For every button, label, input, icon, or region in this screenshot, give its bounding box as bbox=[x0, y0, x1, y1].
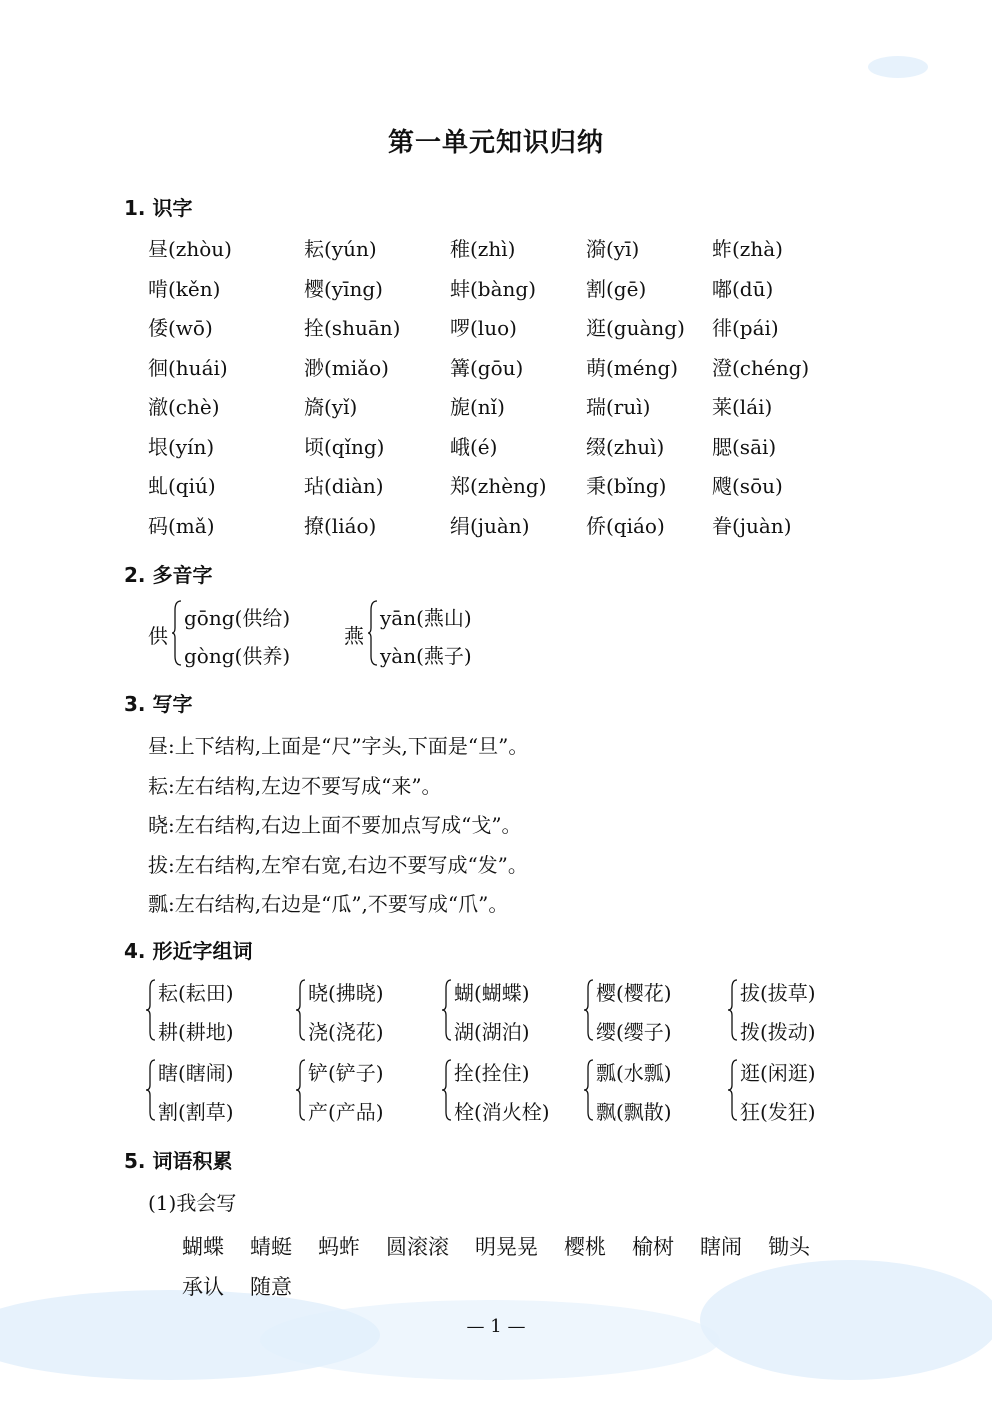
shizi-item: 绢(juàn) bbox=[450, 513, 530, 538]
vocab-word: 明晃晃 bbox=[475, 1235, 538, 1259]
brace-icon bbox=[368, 600, 378, 666]
shizi-item: 倭(wō) bbox=[148, 316, 213, 340]
xiezi-line: 拔:左右结构,左窄右宽,右边不要写成“发”。 bbox=[148, 852, 528, 877]
xingjin-word-1: 瞎(瞎闹) bbox=[158, 1061, 234, 1085]
brace-icon bbox=[146, 1059, 156, 1121]
xiezi-list bbox=[148, 730, 528, 928]
vocab-word: 承认 bbox=[182, 1275, 224, 1299]
xingjin-word-2: 栓(消火栓) bbox=[454, 1100, 550, 1124]
shizi-item: 嘟(dū) bbox=[712, 276, 774, 301]
shizi-item: 澄(chéng) bbox=[712, 355, 810, 380]
shizi-item: 割(gē) bbox=[586, 276, 647, 301]
duoyin-char: 燕 bbox=[344, 624, 364, 648]
xingjin-pair bbox=[728, 1055, 868, 1125]
xingjin-word-2: 飘(飘散) bbox=[596, 1100, 672, 1124]
shizi-item: 莱(lái) bbox=[712, 395, 773, 419]
xingjin-word-1: 逛(闲逛) bbox=[740, 1061, 816, 1085]
shizi-item: 啰(luo) bbox=[450, 316, 517, 340]
shizi-item: 旖(yǐ) bbox=[304, 395, 358, 419]
cloud-decoration-top bbox=[868, 56, 928, 78]
shizi-item: 稚(zhì) bbox=[450, 237, 516, 261]
duoyin-reading-2: yàn(燕子) bbox=[380, 644, 472, 668]
vocab-word: 蝴蝶 bbox=[182, 1235, 224, 1259]
vocab-word: 锄头 bbox=[768, 1235, 810, 1259]
xiezi-line: 昼:上下结构,上面是“尺”字头,下面是“旦”。 bbox=[148, 734, 529, 758]
shizi-item: 蚌(bàng) bbox=[450, 276, 537, 301]
brace-icon bbox=[584, 1059, 594, 1121]
xingjin-pair bbox=[146, 975, 286, 1045]
xingjin-word-1: 瓢(水瓢) bbox=[596, 1061, 672, 1085]
brace-icon bbox=[584, 979, 594, 1041]
shizi-item: 拴(shuān) bbox=[304, 316, 401, 340]
subheading-woxiexie: (1)我会写 bbox=[148, 1191, 237, 1215]
vocab-word: 榆树 bbox=[632, 1235, 674, 1259]
section-heading-ciyu: 5. 词语积累 bbox=[124, 1149, 233, 1173]
brace-icon bbox=[442, 1059, 452, 1121]
vocab-word: 圆滚滚 bbox=[386, 1235, 449, 1259]
shizi-item: 郑(zhèng) bbox=[450, 474, 547, 498]
xiezi-line: 瓢:左右结构,右边是“瓜”,不要写成“爪”。 bbox=[148, 892, 509, 916]
shizi-item: 漪(yī) bbox=[586, 237, 640, 261]
xingjin-word-1: 拴(拴住) bbox=[454, 1061, 530, 1085]
xiezi-line: 晓:左右结构,右边上面不要加点写成“戈”。 bbox=[148, 813, 522, 837]
xingjin-word-2: 割(割草) bbox=[158, 1100, 234, 1124]
vocab-word: 樱桃 bbox=[564, 1235, 606, 1259]
shizi-item: 篝(gōu) bbox=[450, 355, 524, 380]
shizi-item: 耘(yún) bbox=[304, 237, 377, 261]
page-title: 第一单元知识归纳 bbox=[387, 128, 604, 158]
shizi-item: 飕(sōu) bbox=[712, 474, 783, 498]
vocab-word: 蜻蜓 bbox=[250, 1235, 292, 1259]
page-number: — 1 — bbox=[466, 1316, 526, 1337]
shizi-item: 腮(sāi) bbox=[712, 434, 777, 459]
xingjin-word-2: 狂(发狂) bbox=[740, 1100, 816, 1124]
cloud-decoration-bottom-mid bbox=[260, 1300, 720, 1380]
shizi-item: 逛(guàng) bbox=[586, 316, 685, 340]
xingjin-pair bbox=[442, 1055, 582, 1125]
shizi-item: 旎(nǐ) bbox=[450, 395, 505, 419]
xingjin-word-1: 耘(耘田) bbox=[158, 981, 234, 1005]
xingjin-pair bbox=[146, 1055, 286, 1125]
brace-icon bbox=[146, 979, 156, 1041]
shizi-item: 澈(chè) bbox=[148, 395, 220, 419]
shizi-item: 眷(juàn) bbox=[712, 513, 792, 538]
xingjin-pair bbox=[584, 1055, 724, 1125]
brace-icon bbox=[296, 1059, 306, 1121]
shizi-item: 峨(é) bbox=[450, 434, 498, 459]
shizi-item: 缀(zhuì) bbox=[586, 434, 665, 459]
shizi-item: 啃(kěn) bbox=[148, 276, 221, 301]
shizi-item: 虬(qiú) bbox=[148, 474, 216, 498]
section-heading-duoyin: 2. 多音字 bbox=[124, 563, 213, 587]
xingjin-word-2: 湖(湖泊) bbox=[454, 1020, 530, 1044]
xingjin-word-1: 晓(拂晓) bbox=[308, 981, 384, 1005]
xingjin-word-1: 樱(樱花) bbox=[596, 981, 672, 1005]
duoyin-reading-1: yān(燕山) bbox=[380, 606, 472, 630]
xingjin-word-2: 耕(耕地) bbox=[158, 1020, 234, 1044]
shizi-item: 垠(yín) bbox=[148, 434, 215, 459]
vocab-word: 随意 bbox=[250, 1275, 292, 1299]
vocab-word: 瞎闹 bbox=[700, 1235, 742, 1259]
section-heading-xingjin: 4. 形近字组词 bbox=[124, 939, 253, 963]
xingjin-word-1: 蝴(蝴蝶) bbox=[454, 981, 530, 1005]
xingjin-pair bbox=[442, 975, 582, 1045]
brace-icon bbox=[172, 600, 182, 666]
word-list bbox=[182, 1227, 902, 1307]
xingjin-word-2: 拨(拨动) bbox=[740, 1020, 816, 1044]
section-heading-shizi: 1. 识字 bbox=[124, 196, 193, 220]
shizi-item: 秉(bǐng) bbox=[586, 474, 667, 498]
section-heading-xiezi: 3. 写字 bbox=[124, 692, 193, 716]
brace-icon bbox=[442, 979, 452, 1041]
duoyin-reading-1: gōng(供给) bbox=[184, 606, 291, 630]
shizi-item: 顷(qǐng) bbox=[304, 434, 385, 459]
xingjin-word-2: 浇(浇花) bbox=[308, 1020, 384, 1044]
xingjin-word-1: 拔(拔草) bbox=[740, 981, 816, 1005]
shizi-item: 撩(liáo) bbox=[304, 513, 377, 538]
brace-icon bbox=[296, 979, 306, 1041]
xingjin-pair bbox=[728, 975, 868, 1045]
xingjin-word-2: 产(产品) bbox=[308, 1100, 384, 1124]
shizi-item: 蚱(zhà) bbox=[712, 237, 783, 261]
xingjin-pair bbox=[296, 975, 436, 1045]
shizi-item: 徊(huái) bbox=[148, 355, 228, 380]
xingjin-word-1: 铲(铲子) bbox=[308, 1061, 384, 1085]
shizi-item: 瑞(ruì) bbox=[586, 395, 651, 419]
shizi-item: 玷(diàn) bbox=[304, 474, 384, 498]
shizi-item: 码(mǎ) bbox=[148, 513, 215, 538]
shizi-item: 樱(yīng) bbox=[304, 276, 383, 301]
shizi-item: 侨(qiáo) bbox=[586, 513, 665, 538]
xingjin-pair bbox=[296, 1055, 436, 1125]
shizi-item: 渺(miǎo) bbox=[304, 355, 389, 380]
duoyin-reading-2: gòng(供养) bbox=[184, 644, 291, 668]
duoyin-char: 供 bbox=[148, 624, 168, 648]
vocab-word: 蚂蚱 bbox=[318, 1235, 360, 1259]
shizi-item: 徘(pái) bbox=[712, 316, 779, 340]
shizi-item: 昼(zhòu) bbox=[148, 237, 232, 261]
shizi-item: 萌(méng) bbox=[586, 355, 679, 380]
brace-icon bbox=[728, 979, 738, 1041]
brace-icon bbox=[728, 1059, 738, 1121]
xingjin-word-2: 缨(缨子) bbox=[596, 1020, 672, 1044]
xiezi-line: 耘:左右结构,左边不要写成“来”。 bbox=[148, 773, 442, 798]
xingjin-pair bbox=[584, 975, 724, 1045]
